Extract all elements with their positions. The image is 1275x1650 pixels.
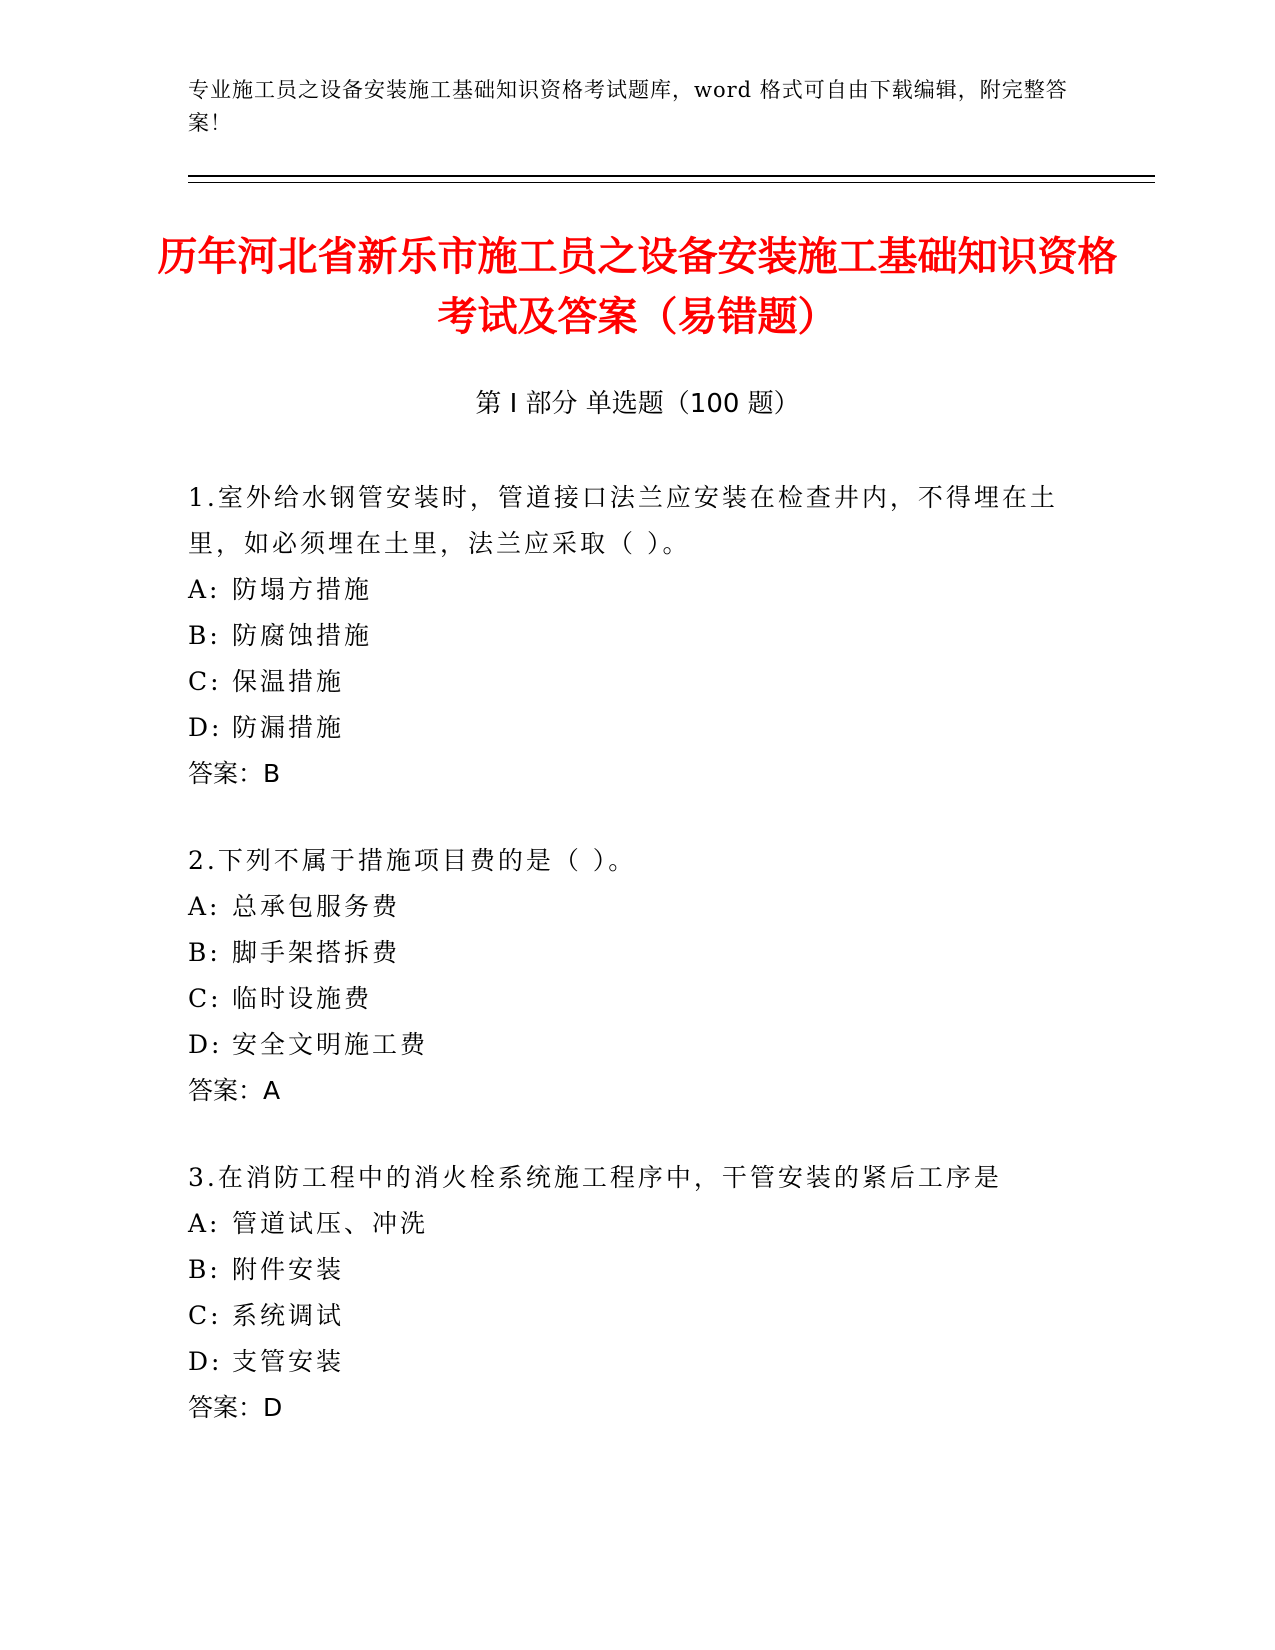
- document-title: 历年河北省新乐市施工员之设备安装施工基础知识资格考试及答案（易错题）: [157, 234, 1118, 340]
- option-d: [188, 1022, 1068, 1068]
- option-a: [188, 1201, 1068, 1247]
- option-key: B:: [188, 621, 221, 650]
- option-text: 支管安装: [232, 1347, 345, 1376]
- option-text: 安全文明施工费: [232, 1030, 429, 1059]
- option-key: A:: [188, 575, 221, 604]
- option-key: D:: [188, 1347, 223, 1376]
- option-key: D:: [188, 713, 223, 742]
- option-key: A:: [188, 1209, 221, 1238]
- option-key: C:: [188, 667, 222, 696]
- option-key: B:: [188, 938, 221, 967]
- option-c: [188, 976, 1068, 1022]
- section-heading: 第 I 部分 单选题（100 题）: [475, 389, 800, 419]
- question-answer: 答案：A: [188, 1076, 281, 1105]
- option-text: 脚手架搭拆费: [232, 938, 401, 967]
- question-1: [188, 475, 1068, 797]
- option-c: [188, 1293, 1068, 1339]
- question-2: [188, 838, 1068, 1114]
- question-answer: 答案：B: [188, 759, 281, 788]
- question-list: [188, 475, 1068, 1472]
- option-text: 附件安装: [232, 1255, 345, 1284]
- option-c: [188, 659, 1068, 705]
- option-b: [188, 613, 1068, 659]
- option-key: C:: [188, 984, 222, 1013]
- option-text: 防腐蚀措施: [232, 621, 373, 650]
- question-answer: 答案：D: [188, 1393, 283, 1422]
- option-key: D:: [188, 1030, 223, 1059]
- option-text: 管道试压、冲洗: [232, 1209, 429, 1238]
- option-b: [188, 1247, 1068, 1293]
- option-text: 防塌方措施: [232, 575, 373, 604]
- question-stem: 3.在消防工程中的消火栓系统施工程序中，干管安装的紧后工序是: [188, 1163, 1002, 1192]
- option-b: [188, 930, 1068, 976]
- header-rule-thin: [188, 182, 1155, 183]
- option-key: C:: [188, 1301, 222, 1330]
- option-d: [188, 705, 1068, 751]
- question-stem: 2.下列不属于措施项目费的是（ ）。: [188, 846, 637, 875]
- option-a: [188, 567, 1068, 613]
- option-text: 临时设施费: [232, 984, 373, 1013]
- option-text: 总承包服务费: [232, 892, 401, 921]
- header-rule-thick: [188, 175, 1155, 177]
- option-a: [188, 884, 1068, 930]
- question-3: [188, 1155, 1068, 1431]
- option-text: 防漏措施: [232, 713, 345, 742]
- header-note: 专业施工员之设备安装施工基础知识资格考试题库，word 格式可自由下载编辑，附完整答案！: [188, 78, 1068, 135]
- option-text: 保温措施: [232, 667, 345, 696]
- option-key: A:: [188, 892, 221, 921]
- option-key: B:: [188, 1255, 221, 1284]
- option-text: 系统调试: [232, 1301, 345, 1330]
- option-d: [188, 1339, 1068, 1385]
- question-stem: 1.室外给水钢管安装时，管道接口法兰应安装在检查井内，不得埋在土里，如必须埋在土里，法兰应采取（ ）。: [188, 483, 1058, 558]
